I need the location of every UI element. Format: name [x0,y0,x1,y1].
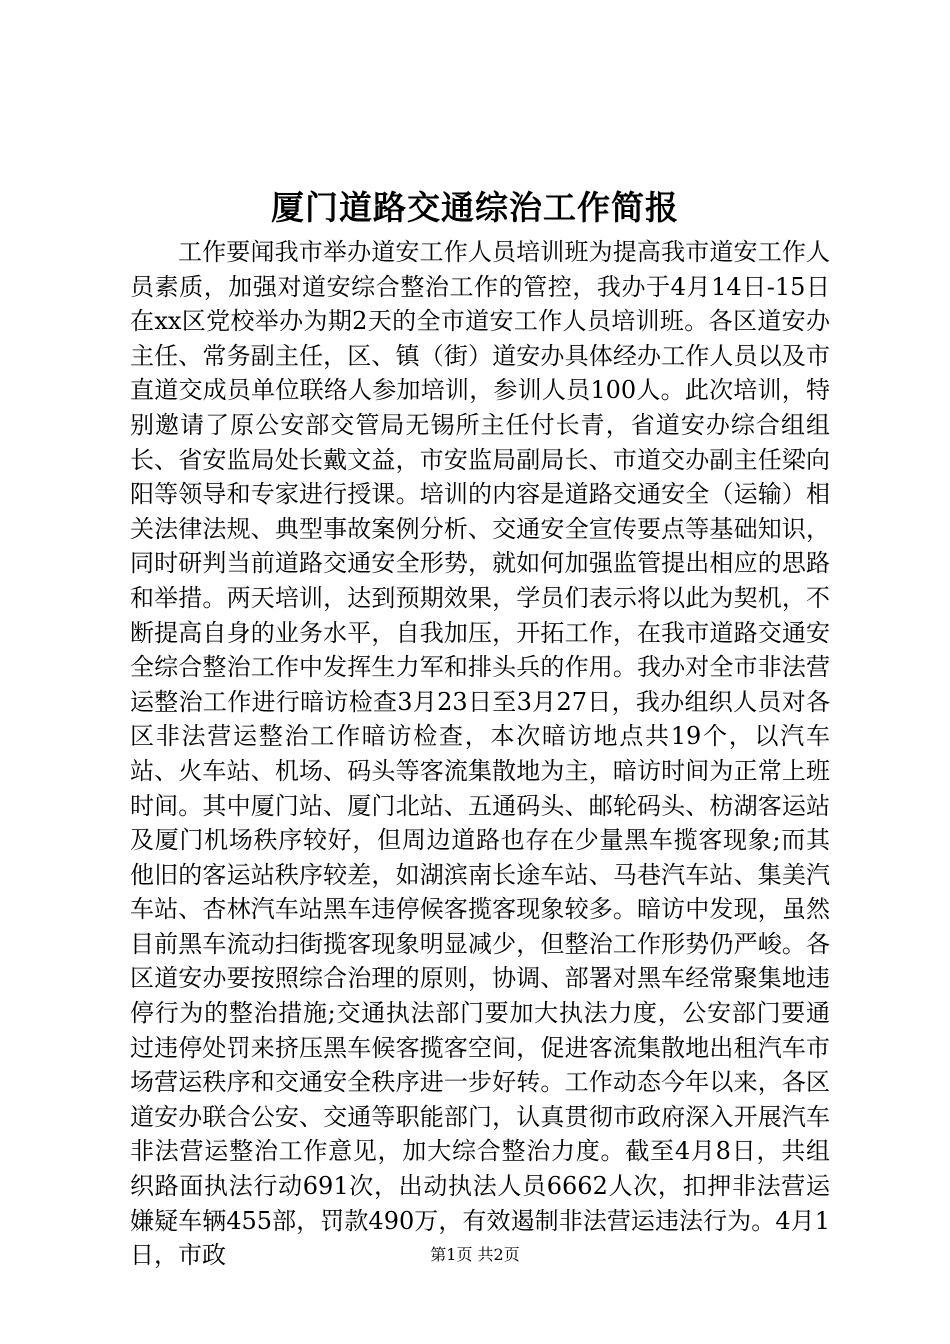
document-body: 工作要闻我市举办道安工作人员培训班为提高我市道安工作人员素质，加强对道安综合整治工作的管控，我办于4月14日-15日在xx区党校举办为期2天的全市道安工作人员培训班。各区道安办主任、常务副主任，区、镇（街）道安办具体经办工作人员以及市直道交成员单位联络人参加培训，参训人员100人。此次培训，特别邀请了原公安部交管局无锡所主任付长青，省道安办综合组组长、省安监局处长戴文益，市安监局副局长、市道交办副主任梁向阳等领导和专家进行授课。培训的内容是道路交通安全（运输）相关法律法规、典型事故案例分析、交通安全宣传要点等基础知识，同时研判当前道路交通安全形势，就如何加强监管提出相应的思路和举措。两天培训，达到预期效果，学员们表示将以此为契机，不断提高自身的业务水平，自我加压，开拓工作，在我市道路交通安全综合整治工作中发挥生力军和排头兵的作用。我办对全市非法营运整治工作进行暗访检查3月23日至3月27日，我办组织人员对各区非法营运整治工作暗访检查，本次暗访地点共19个，以汽车站、火车站、机场、码头等客流集散地为主，暗访时间为正常上班时间。其中厦门站、厦门北站、五通码头、邮轮码头、枋湖客运站及厦门机场秩序较好，但周边道路也存在少量黑车揽客现象;而其他旧的客运站秩序较差，如湖滨南长途车站、马巷汽车站、集美汽车站、杏林汽车站黑车违停候客揽客现象较多。暗访中发现，虽然目前黑车流动扫街揽客现象明显减少，但整治工作形势仍严峻。各区道安办要按照综合治理的原则，协调、部署对黑车经常聚集地违停行为的整治措施;交通执法部门要加大执法力度，公安部门要通过违停处罚来挤压黑车候客揽客空间，促进客流集散地出租汽车市场营运秩序和交通安全秩序进一步好转。工作动态今年以来，各区道安办联合公安、交通等职能部门，认真贯彻市政府深入开展汽车非法营运整治工作意见，加大综合整治力度。截至4月8日，共组织路面执法行动691次，出动执法人员6662人次，扣押非法营运嫌疑车辆455部，罚款490万，有效遏制非法营运违法行为。4月1日，市政 [130,238,830,1270]
page-footer: 第1页 共2页 [430,1245,520,1264]
document-title: 厦门道路交通综治工作简报 [271,188,679,227]
